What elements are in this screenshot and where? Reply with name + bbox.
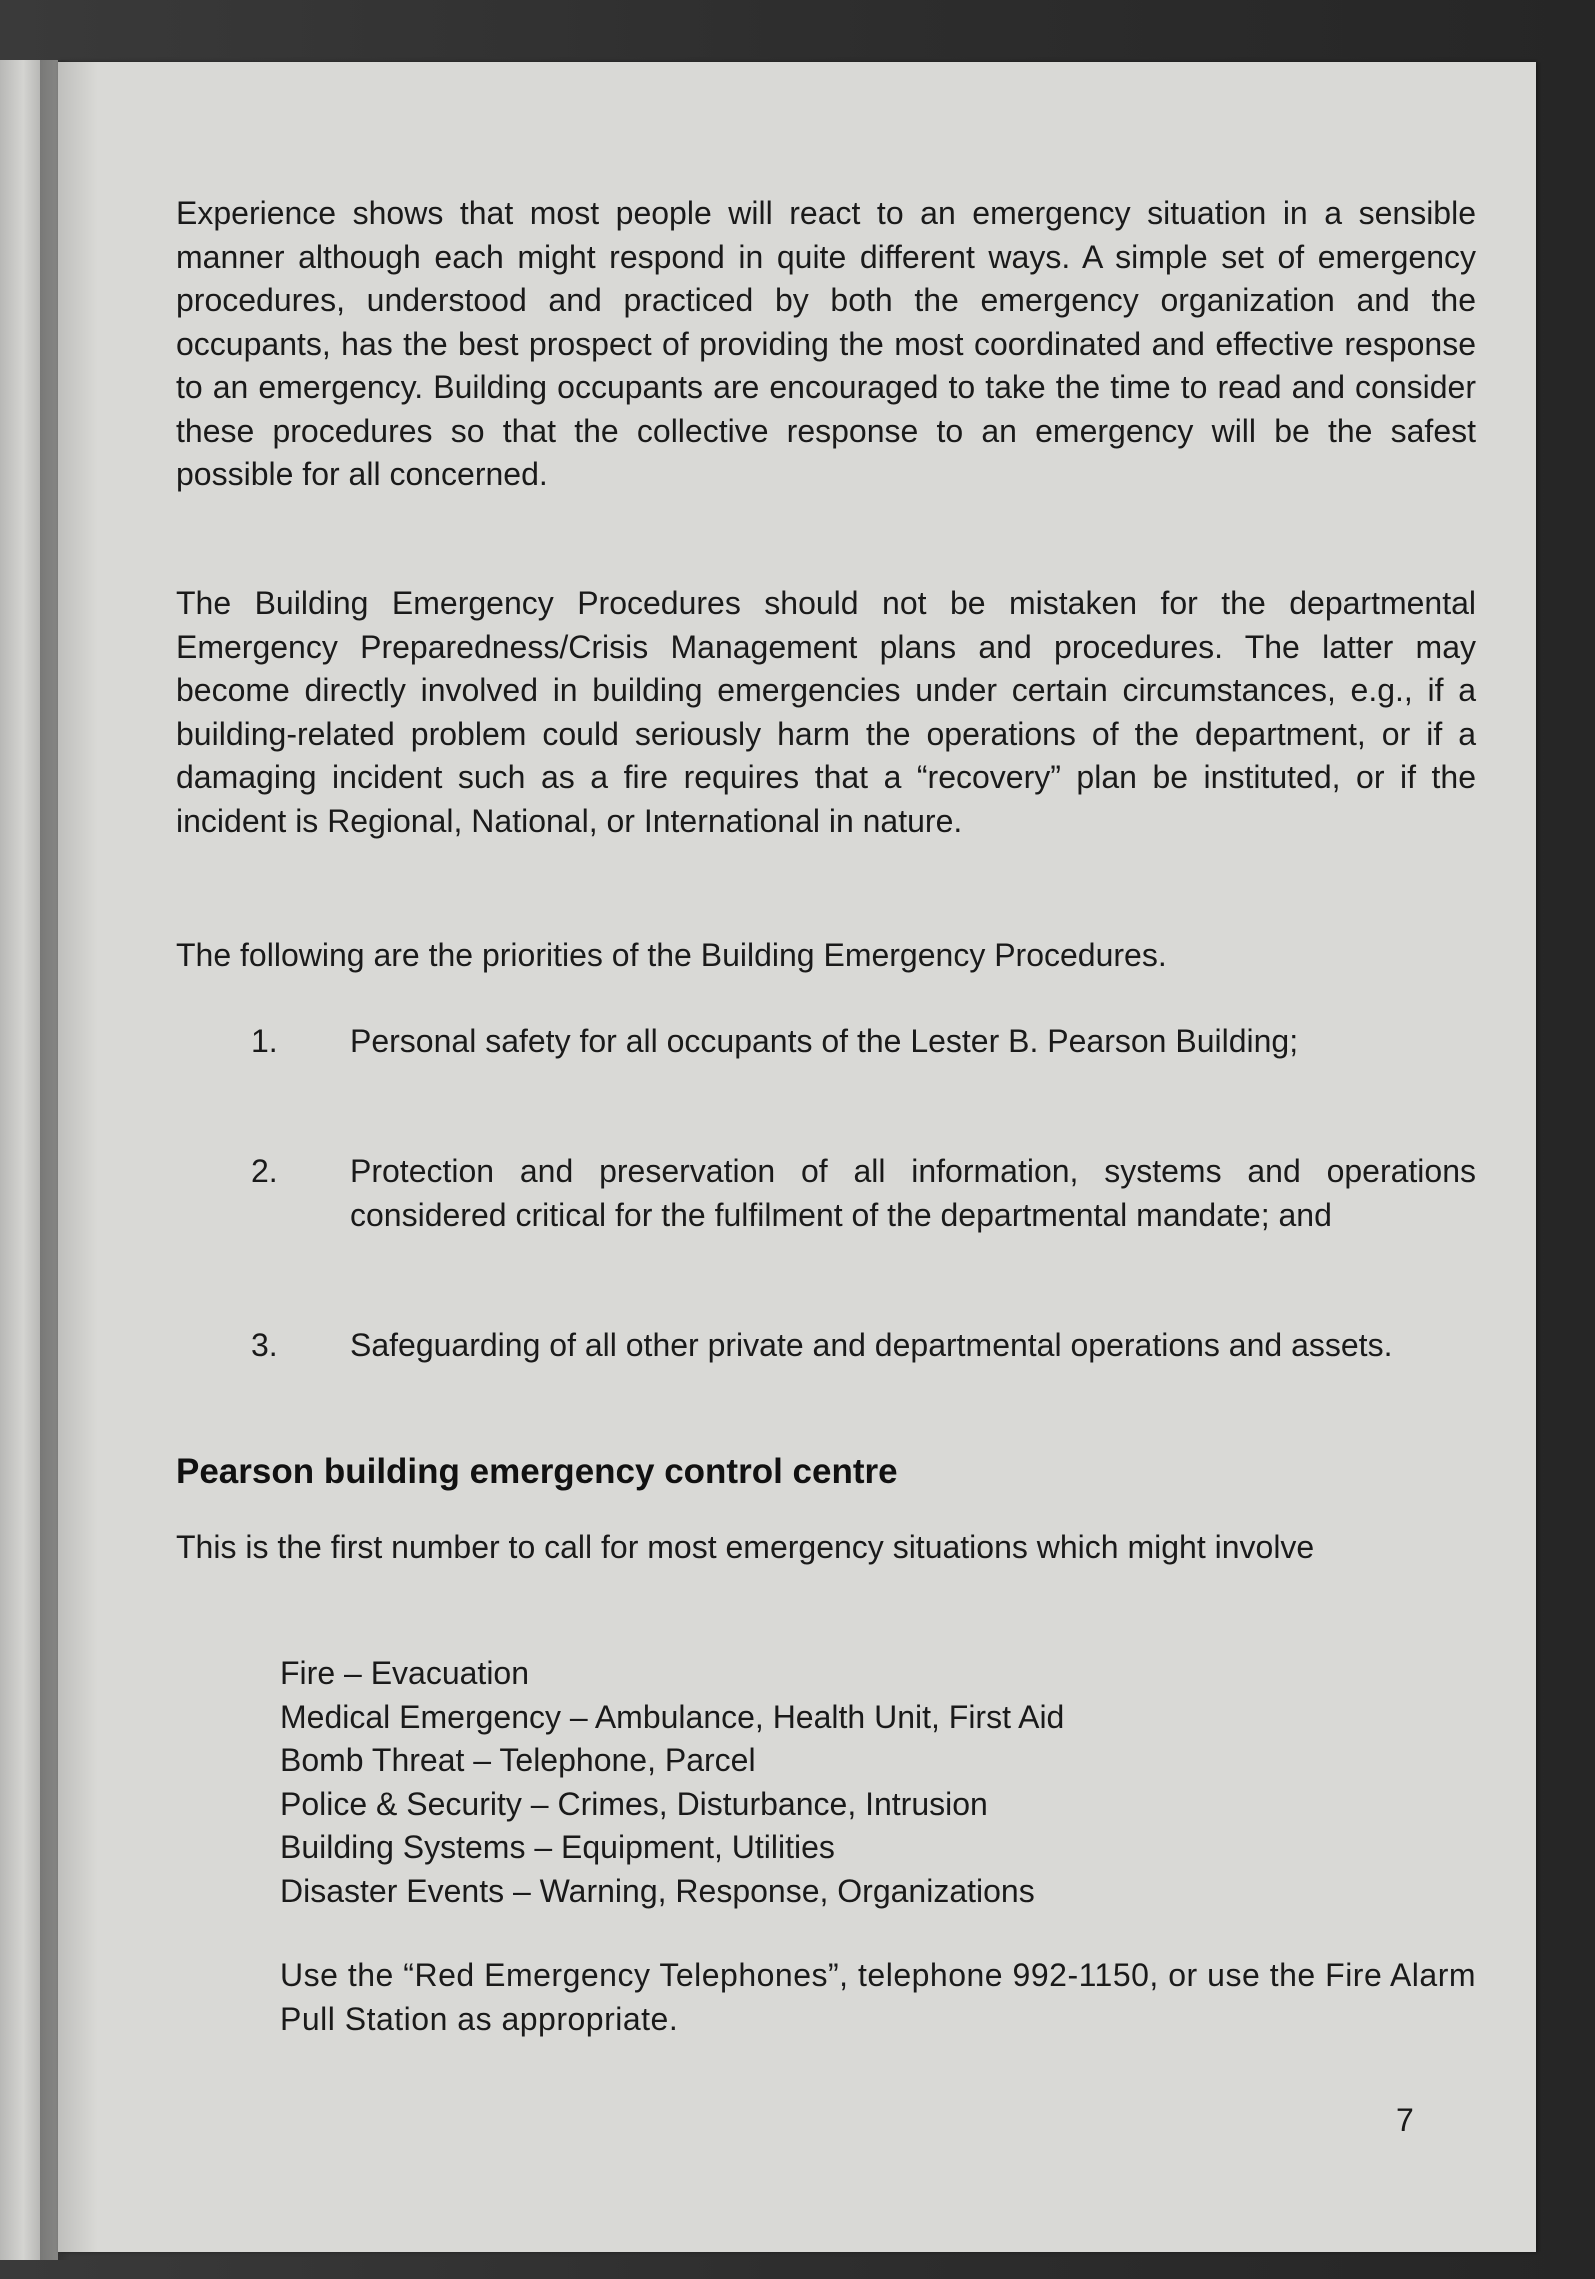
priority-text: Personal safety for all occupants of the Lester B. Pearson Building; <box>350 1023 1299 1059</box>
emergency-category: Disaster Events – Warning, Response, Organizations <box>280 1872 1035 1909</box>
emergency-category: Fire – Evacuation <box>280 1655 530 1691</box>
priority-number: 3. <box>251 1327 278 1363</box>
page-number: 7 <box>1396 2102 1414 2138</box>
section-heading: Pearson building emergency control centre <box>176 1452 898 1491</box>
priority-number: 1. <box>251 1023 278 1059</box>
priority-text: Protection and preservation of all information, systems and operations considered critical for the fulfilment of the departmental mandate; and <box>350 1153 1476 1233</box>
control-centre-intro: This is the first number to call for most emergency situations which might involve <box>176 1529 1315 1565</box>
procedures-distinction-paragraph: The Building Emergency Procedures should not be mistaken for the departmental Emergency Preparedness/Crisis Management plans and procedures. The latter may become directly involved in building emergencies under certain circumstances, e.g., if a building-related problem could seriously harm the operations of the department, or if a damaging incident such as a fire requires that a “recovery” plan be instituted, or if the incident is Regional, National, or International in nature. <box>176 585 1476 839</box>
emergency-category: Medical Emergency – Ambulance, Health Unit, First Aid <box>280 1698 1065 1735</box>
priorities-intro-paragraph: The following are the priorities of the Building Emergency Procedures. <box>176 937 1167 973</box>
intro-paragraph: Experience shows that most people will react to an emergency situation in a sensible manner although each might respond in quite different ways. A simple set of emergency procedures, understood and practiced by both the emergency organization and the occupants, has the best prospect of providing the most coordinated and effective response to an emergency. Building occupants are encouraged to take the time to read and consider these procedures so that the collective response to an emergency will be the safest possible for all concerned. <box>176 195 1476 492</box>
emergency-category: Bomb Threat – Telephone, Parcel <box>280 1742 756 1778</box>
call-instruction: Use the “Red Emergency Telephones”, telephone 992-1150, or use the Fire Alarm Pull Station as appropriate. <box>280 1957 1476 2037</box>
priority-number: 2. <box>251 1153 278 1189</box>
emergency-category: Police & Security – Crimes, Disturbance, Intrusion <box>280 1785 988 1822</box>
emergency-category: Building Systems – Equipment, Utilities <box>280 1829 835 1865</box>
priority-text: Safeguarding of all other private and departmental operations and assets. <box>350 1327 1393 1363</box>
emergency-category-list <box>280 1652 1380 1913</box>
book-page <box>58 62 1536 2252</box>
